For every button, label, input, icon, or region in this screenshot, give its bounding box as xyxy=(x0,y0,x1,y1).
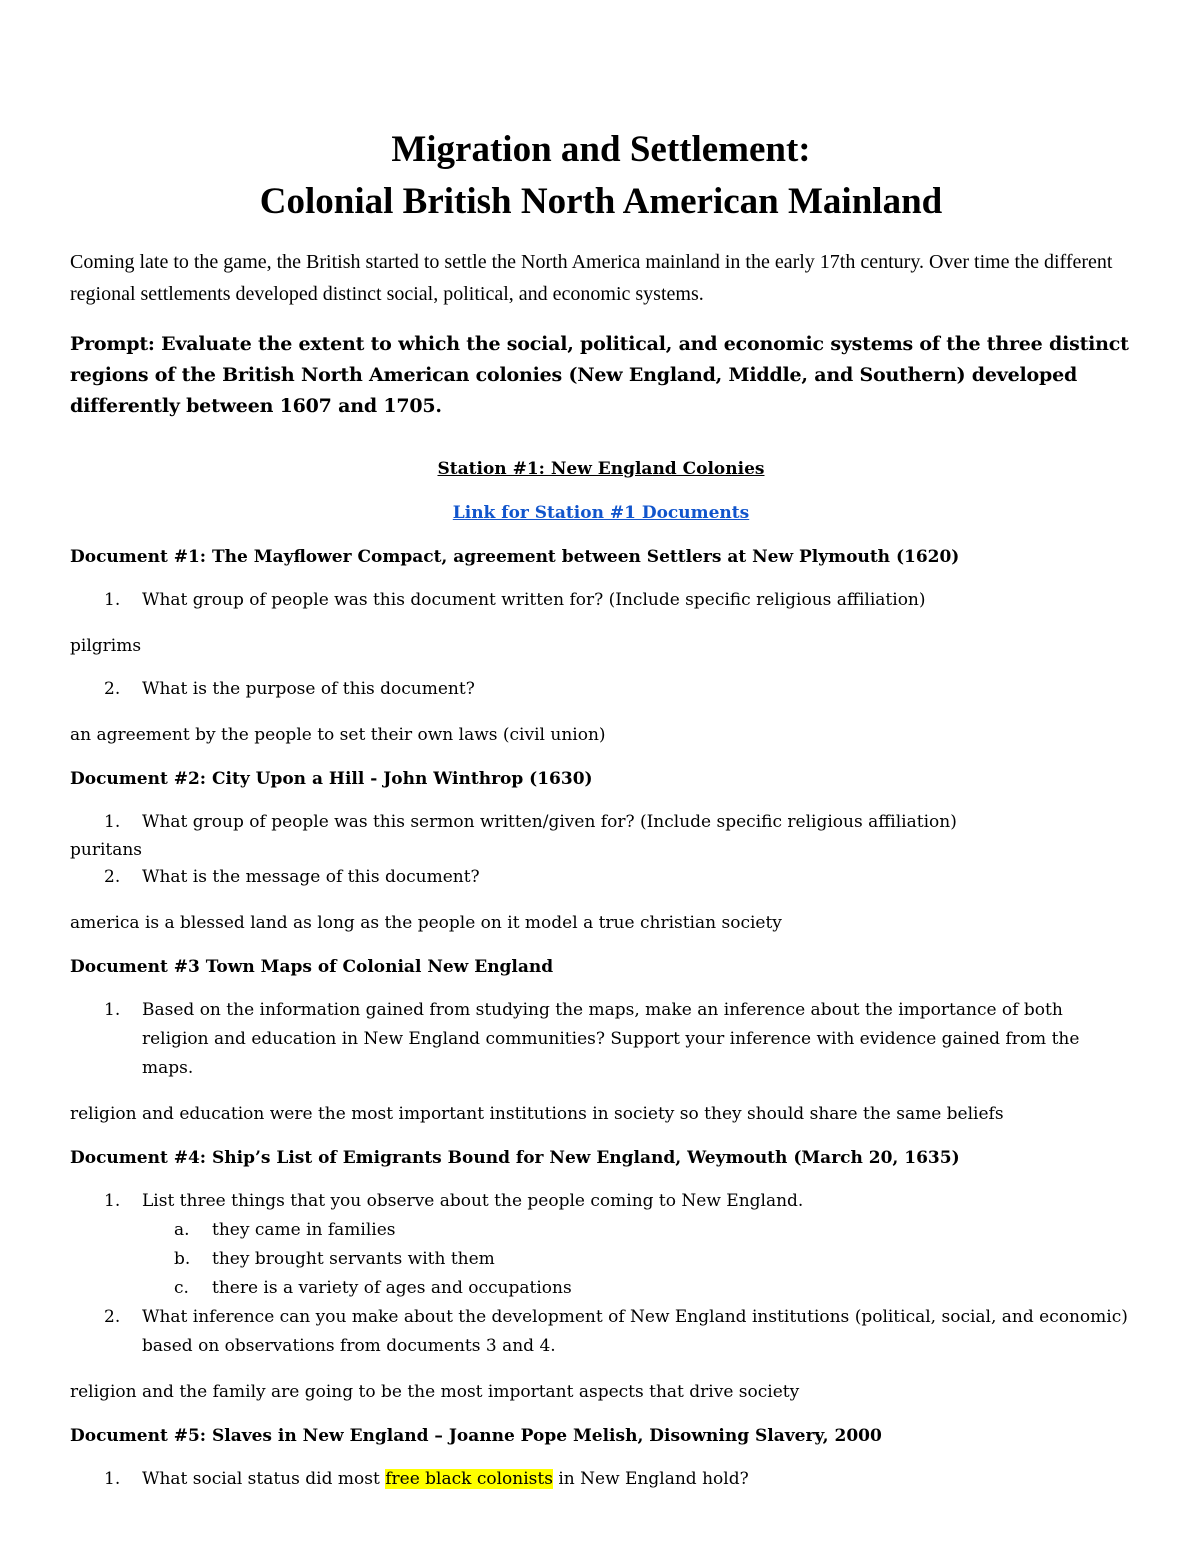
highlighted-text: free black colonists xyxy=(385,1469,553,1489)
question-text: What group of people was this sermon written/given for? (Include specific religious affiliation) xyxy=(142,812,957,832)
title-line-1: Migration and Settlement: xyxy=(391,129,811,170)
list-letter: b. xyxy=(174,1249,191,1269)
sub-answer-text: there is a variety of ages and occupations xyxy=(212,1278,572,1298)
document-page xyxy=(70,124,1132,1494)
doc4-sub-c xyxy=(70,1274,1132,1303)
doc3-heading: Document #3 Town Maps of Colonial New England xyxy=(70,957,554,977)
list-number: 1. xyxy=(104,590,121,610)
doc4-sub-a xyxy=(70,1216,1132,1245)
question-text: What group of people was this document written for? (Include specific religious affiliation) xyxy=(142,590,926,610)
doc3-question-1 xyxy=(70,996,1132,1083)
list-number: 1. xyxy=(104,1469,121,1489)
doc1-answer-2: an agreement by the people to set their own laws (civil union) xyxy=(70,725,606,745)
doc4-heading: Document #4: Ship’s List of Emigrants Bound for New England, Weymouth (March 20, 1635) xyxy=(70,1148,960,1168)
doc5-heading: Document #5: Slaves in New England – Joanne Pope Melish, Disowning Slavery, 2000 xyxy=(70,1426,882,1446)
doc1-answer-1: pilgrims xyxy=(70,636,142,656)
doc1-heading: Document #1: The Mayflower Compact, agreement between Settlers at New Plymouth (1620) xyxy=(70,547,960,567)
question-text: What is the purpose of this document? xyxy=(142,679,475,699)
list-number: 1. xyxy=(104,812,121,832)
doc2-question-2 xyxy=(70,863,1132,892)
station-documents-link[interactable]: Link for Station #1 Documents xyxy=(452,503,750,523)
station-link-container xyxy=(70,500,1132,526)
list-number: 2. xyxy=(104,1307,121,1327)
title-line-2: Colonial British North American Mainland xyxy=(259,181,943,222)
doc4-sub-b xyxy=(70,1245,1132,1274)
doc2-heading: Document #2: City Upon a Hill - John Winthrop (1630) xyxy=(70,769,593,789)
doc4-question-2 xyxy=(70,1303,1132,1361)
doc2-answer-1: puritans xyxy=(70,840,143,860)
list-number: 1. xyxy=(104,1191,121,1211)
question-text-start: What social status did most xyxy=(142,1469,386,1489)
doc2-answer-2: america is a blessed land as long as the people on it model a true christian society xyxy=(70,913,782,933)
list-number: 2. xyxy=(104,867,121,887)
list-number: 1. xyxy=(104,1000,121,1020)
question-text: What is the message of this document? xyxy=(142,867,480,887)
doc5-question-1 xyxy=(70,1465,1132,1494)
question-text-end: in New England hold? xyxy=(552,1469,749,1489)
question-text: What inference can you make about the development of New England institutions (political, social, and economic) based on observations from documents 3 and 4. xyxy=(142,1307,1128,1356)
intro-paragraph: Coming late to the game, the British started to settle the North America mainland in the early 17th century. Over time the different regional settlements developed distinct social, political, and economic systems. xyxy=(70,251,1113,305)
doc4-question-1 xyxy=(70,1187,1132,1216)
document-title xyxy=(70,124,1132,228)
doc1-question-2 xyxy=(70,675,1132,704)
doc1-question-1 xyxy=(70,586,1132,615)
sub-answer-text: they brought servants with them xyxy=(212,1249,495,1269)
doc4-answer-2: religion and the family are going to be the most important aspects that drive society xyxy=(70,1382,800,1402)
sub-answer-text: they came in families xyxy=(212,1220,396,1240)
question-text: List three things that you observe about the people coming to New England. xyxy=(142,1191,804,1211)
question-text: Based on the information gained from studying the maps, make an inference about the importance of both religion and education in New England communities? Support your inference with evidence gained from the maps. xyxy=(142,1000,1080,1078)
list-letter: a. xyxy=(174,1220,190,1240)
doc3-answer-1: religion and education were the most important institutions in society so they should share the same beliefs xyxy=(70,1104,1004,1124)
list-letter: c. xyxy=(174,1278,189,1298)
station-heading: Station #1: New England Colonies xyxy=(437,459,765,479)
doc2-question-1 xyxy=(70,808,1132,837)
list-number: 2. xyxy=(104,679,121,699)
prompt-paragraph: Prompt: Evaluate the extent to which the social, political, and economic systems of the three distinct regions of the British North American colonies (New England, Middle, and Southern) developed differently between 1607 and 1705. xyxy=(70,333,1129,417)
